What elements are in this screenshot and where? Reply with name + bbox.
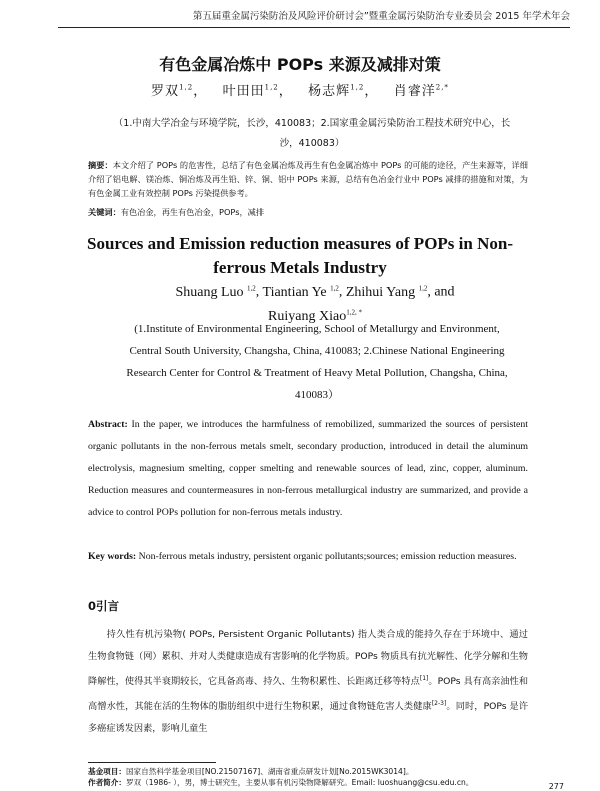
intro-paragraph: 持久性有机污染物( POPs, Persistent Organic Pollutants) 指人类合成的能持久存在于环境中、通过生物食物链（网）累积、并对人类健康造成有害影响的化学物质。POPs 物质具有抗光解性、化学分解和生物降解性，使得其半衰期较长，它具备高毒、持久、生物积累性、长距离迁移等特点[1]。POPs 具有高亲油性和高憎水性，其能在活的生物体的脂肪组织中进行生物积累，通过食物链危害人类健康[2-3]。同时，POPs 是许多癌症诱发因素，影响儿童生 (88, 629, 529, 735)
footnotes (88, 766, 548, 788)
cn-abstract-text: 本文介绍了 POPs 的危害性，总结了有色金属冶炼及再生有色金属冶炼中 POPs 的可能的途径，产生来源等，详细介绍了铝电解、镁冶炼、铜冶炼及再生铅、锌、铜、铝中 POPs 来源，总结有色冶金行业中 POPs 减排的措施和对策，为有色金属工业有效控制 POPs 污染提供参考。 (88, 160, 528, 198)
cn-abstract (88, 158, 528, 200)
en-abstract-text: In the paper, we introduces the harmfulness of remobilized, summarized the sources of persistent organic pollutants in the non-ferrous metals smelt, secondary production, introduced in detail the aluminum electrolysis, magnesium smelting, copper smelting and renewable sources of lead, zinc, copper, aluminum. Reduction measures and countermeasures in non-ferrous metallurgical industry are summarized, and provide a advice to control POPs pollution for non-ferrous metals industry. (88, 419, 528, 518)
cn-title: 有色金属冶炼中 POPs 来源及减排对策 (159, 55, 441, 74)
en-author: Shuang Luo $^{1,2}$ (175, 284, 256, 300)
footnote-rule (88, 762, 216, 763)
en-abstract-label: Abstract: (88, 419, 128, 430)
footnote-author: 作者简介：罗双（1986- ），男，博士研究生，主要从事有机污染物降解研究。Email: luoshuang@csu.edu.cn。 (88, 778, 474, 787)
en-title: Sources and Emission reduction measures of POPs in Non- ferrous Metals Industry (87, 234, 513, 277)
cn-abstract-label: 摘要： (88, 160, 113, 170)
cn-author: 罗双$^{1,2}$ (151, 83, 194, 99)
cn-author: 叶田田$^{1,2}$ (222, 83, 279, 99)
cn-keywords-text: 有色冶金，再生有色冶金，POPs，减排 (120, 207, 265, 217)
en-authors: Shuang Luo $^{1,2}$, Tiantian Ye $^{1,2}$, Zhihui Yang $^{1,2}$, and Ruiyang Xiao$^{1,2, *}$ (175, 284, 455, 325)
en-author: Tiantian Ye $^{1,2}$ (262, 284, 339, 300)
en-keywords (88, 547, 528, 567)
cn-author: 肖睿洋$^{2,*}$ (393, 83, 449, 99)
cn-authors: 罗双$^{1,2}$， 叶田田$^{1,2}$， 杨志辉$^{1,2}$， 肖睿洋$^{2,*}$ (151, 83, 449, 99)
en-abstract (88, 414, 528, 524)
citation: [2-3] (431, 700, 447, 708)
cn-keywords-label: 关键词： (88, 207, 121, 217)
en-keywords-text: Non-ferrous metals industry, persistent organic pollutants;sources; emission reduction measures. (138, 551, 517, 562)
en-affiliation: (1.Institute of Environmental Engineering, School of Metallurgy and Environment, Central South University, Changsha, China, 410083; 2.Chinese National Engineering Research Center for Control & Treatment of Heavy Metal Pollution, Changsha, China, 410083） (126, 323, 508, 401)
citation: [1] (419, 675, 429, 682)
en-author: Ruiyang Xiao$^{1,2, *}$ (268, 308, 362, 325)
cn-keywords (88, 206, 528, 218)
en-author: Zhihui Yang $^{1,2}$ (345, 284, 428, 300)
cn-affiliation: （1.中南大学冶金与环境学院，长沙，410083；2.国家重金属污染防治工程技术研究中心，长沙，410083） (113, 118, 511, 149)
header-rule (58, 27, 570, 28)
cn-author: 杨志辉$^{1,2}$ (308, 83, 365, 99)
section-heading: 0引言 (88, 599, 120, 613)
footnote-funding: 基金项目：国家自然科学基金项目[NO.21507167]、湖南省重点研发计划[No.2015WK3014]。 (88, 767, 414, 776)
en-keywords-label: Key words: (88, 551, 137, 562)
page-number: 277 (548, 782, 564, 791)
running-header: 第五届重金属污染防治及风险评价研讨会”暨重金属污染防治专业委员会 2015 年学术年会 (192, 11, 570, 22)
